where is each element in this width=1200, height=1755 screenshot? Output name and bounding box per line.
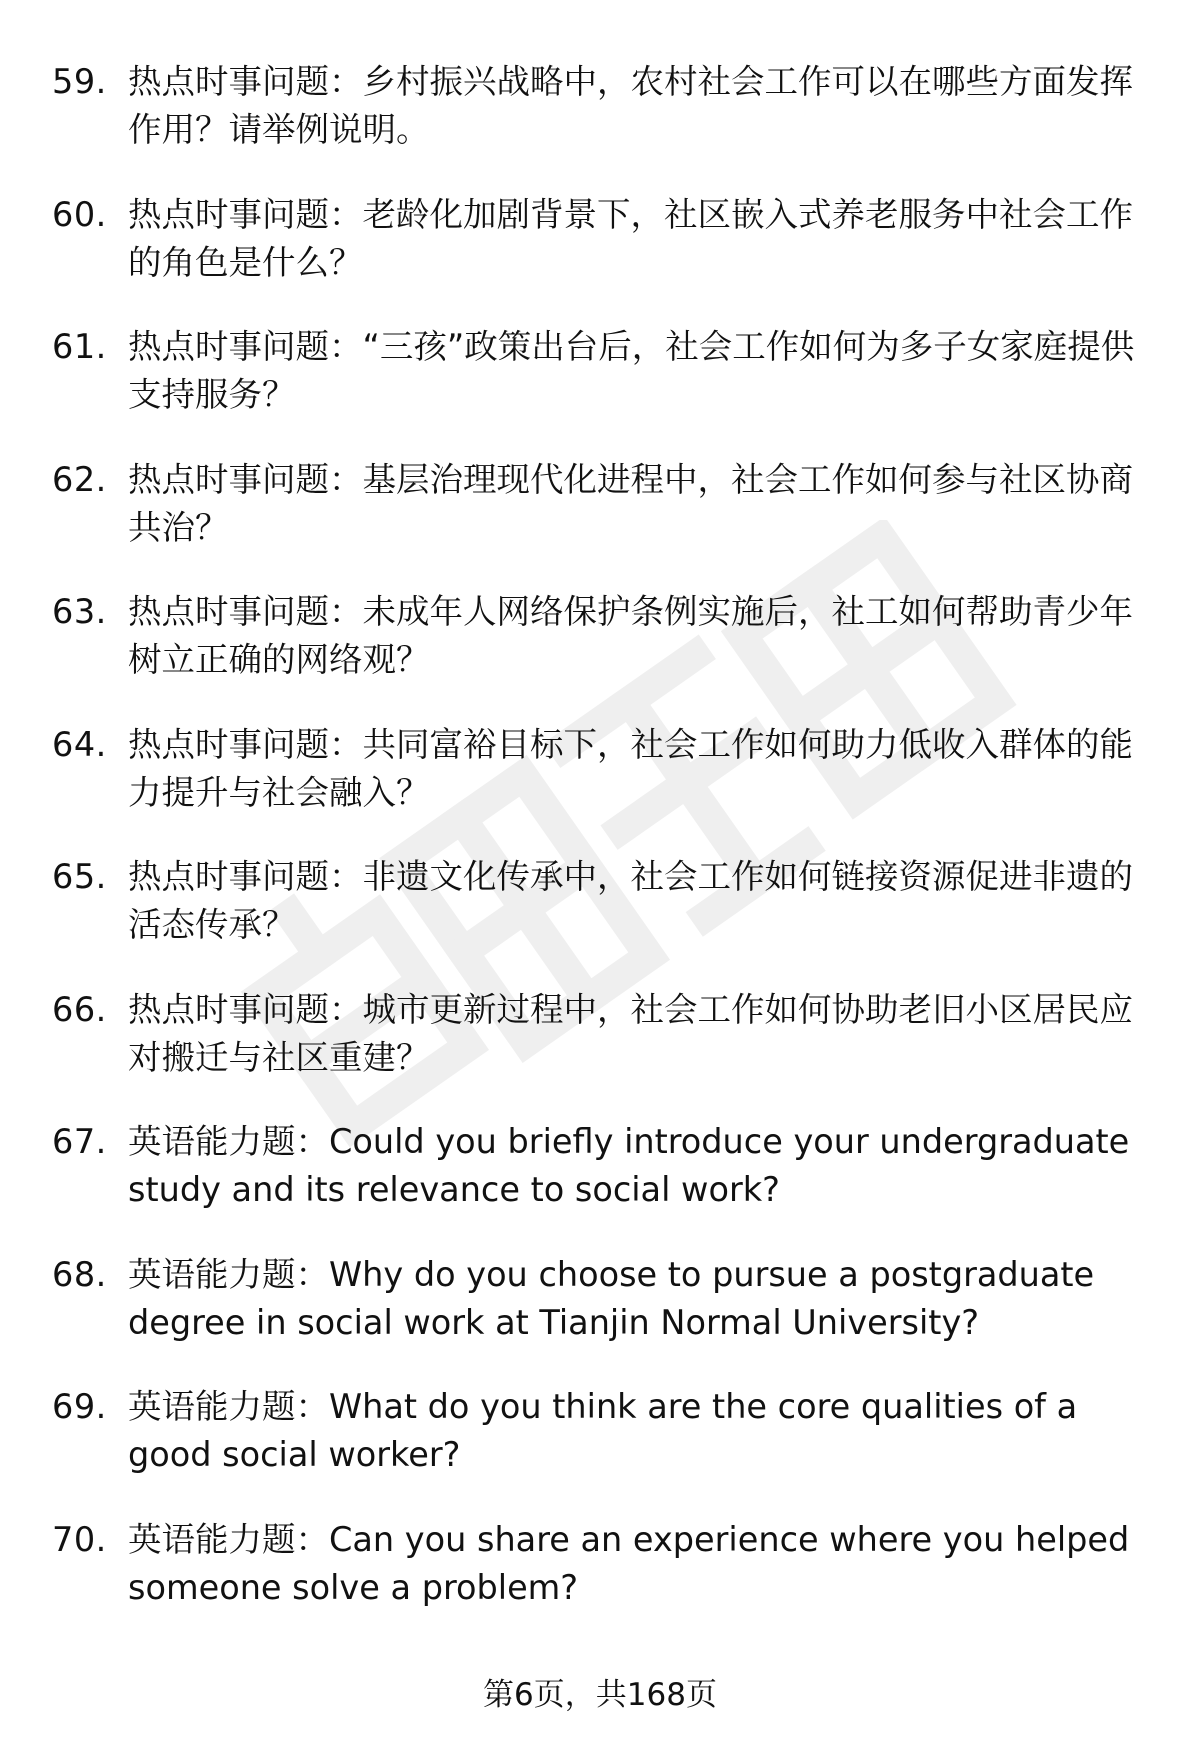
page-footer: 第6页，共168页 [483,1677,717,1713]
question-item [52,191,1162,287]
question-item [52,1516,1162,1612]
question-number: 69. [52,1387,107,1426]
question-text: 热点时事问题：共同富裕目标下，社会工作如何助力低收入群体的能力提升与社会融入？ [128,724,1133,812]
question-item [52,1383,1162,1479]
question-item [52,456,1162,552]
question-item [52,1251,1162,1347]
question-item [52,588,1162,684]
question-number: 66. [52,989,107,1029]
question-number: 68. [52,1254,107,1294]
question-text: 热点时事问题：老龄化加剧背景下，社区嵌入式养老服务中社会工作的角色是什么？ [128,194,1133,282]
question-item [52,58,1162,154]
question-text: 热点时事问题：乡村振兴战略中，农村社会工作可以在哪些方面发挥作用？请举例说明。 [128,62,1133,149]
question-text: 英语能力题：Can you share an experience where you helped someone solve a problem? [128,1519,1130,1607]
question-text: 热点时事问题：未成年人网络保护条例实施后，社工如何帮助青少年树立正确的网络观？ [128,592,1133,679]
question-item [52,1118,1162,1214]
question-text: 热点时事问题：基层治理现代化进程中，社会工作如何参与社区协商共治？ [128,459,1133,547]
question-number: 59. [52,62,107,101]
question-text: 热点时事问题：非遗文化传承中，社会工作如何链接资源促进非遗的活态传承？ [128,857,1133,944]
question-number: 62. [52,459,107,499]
question-text: 热点时事问题：“三孩”政策出台后，社会工作如何为多子女家庭提供支持服务？ [128,327,1135,414]
question-item [52,986,1162,1082]
question-item [52,853,1162,949]
question-text: 英语能力题：What do you think are the core qualities of a good social worker? [128,1387,1078,1474]
question-number: 63. [52,592,107,631]
question-text: 英语能力题：Could you briefly introduce your undergraduate study and its relevance to social work? [128,1122,1130,1209]
question-list [52,58,1162,1648]
question-item [52,323,1162,419]
question-item [52,721,1162,817]
question-text: 热点时事问题：城市更新过程中，社会工作如何协助老旧小区居民应对搬迁与社区重建？ [128,989,1133,1077]
question-text: 英语能力题：Why do you choose to pursue a postgraduate degree in social work at Tianjin Normal University? [128,1254,1095,1342]
question-number: 67. [52,1122,107,1161]
question-number: 70. [52,1519,107,1559]
question-number: 64. [52,724,107,764]
question-number: 61. [52,327,107,366]
question-number: 60. [52,194,107,234]
question-number: 65. [52,857,107,896]
